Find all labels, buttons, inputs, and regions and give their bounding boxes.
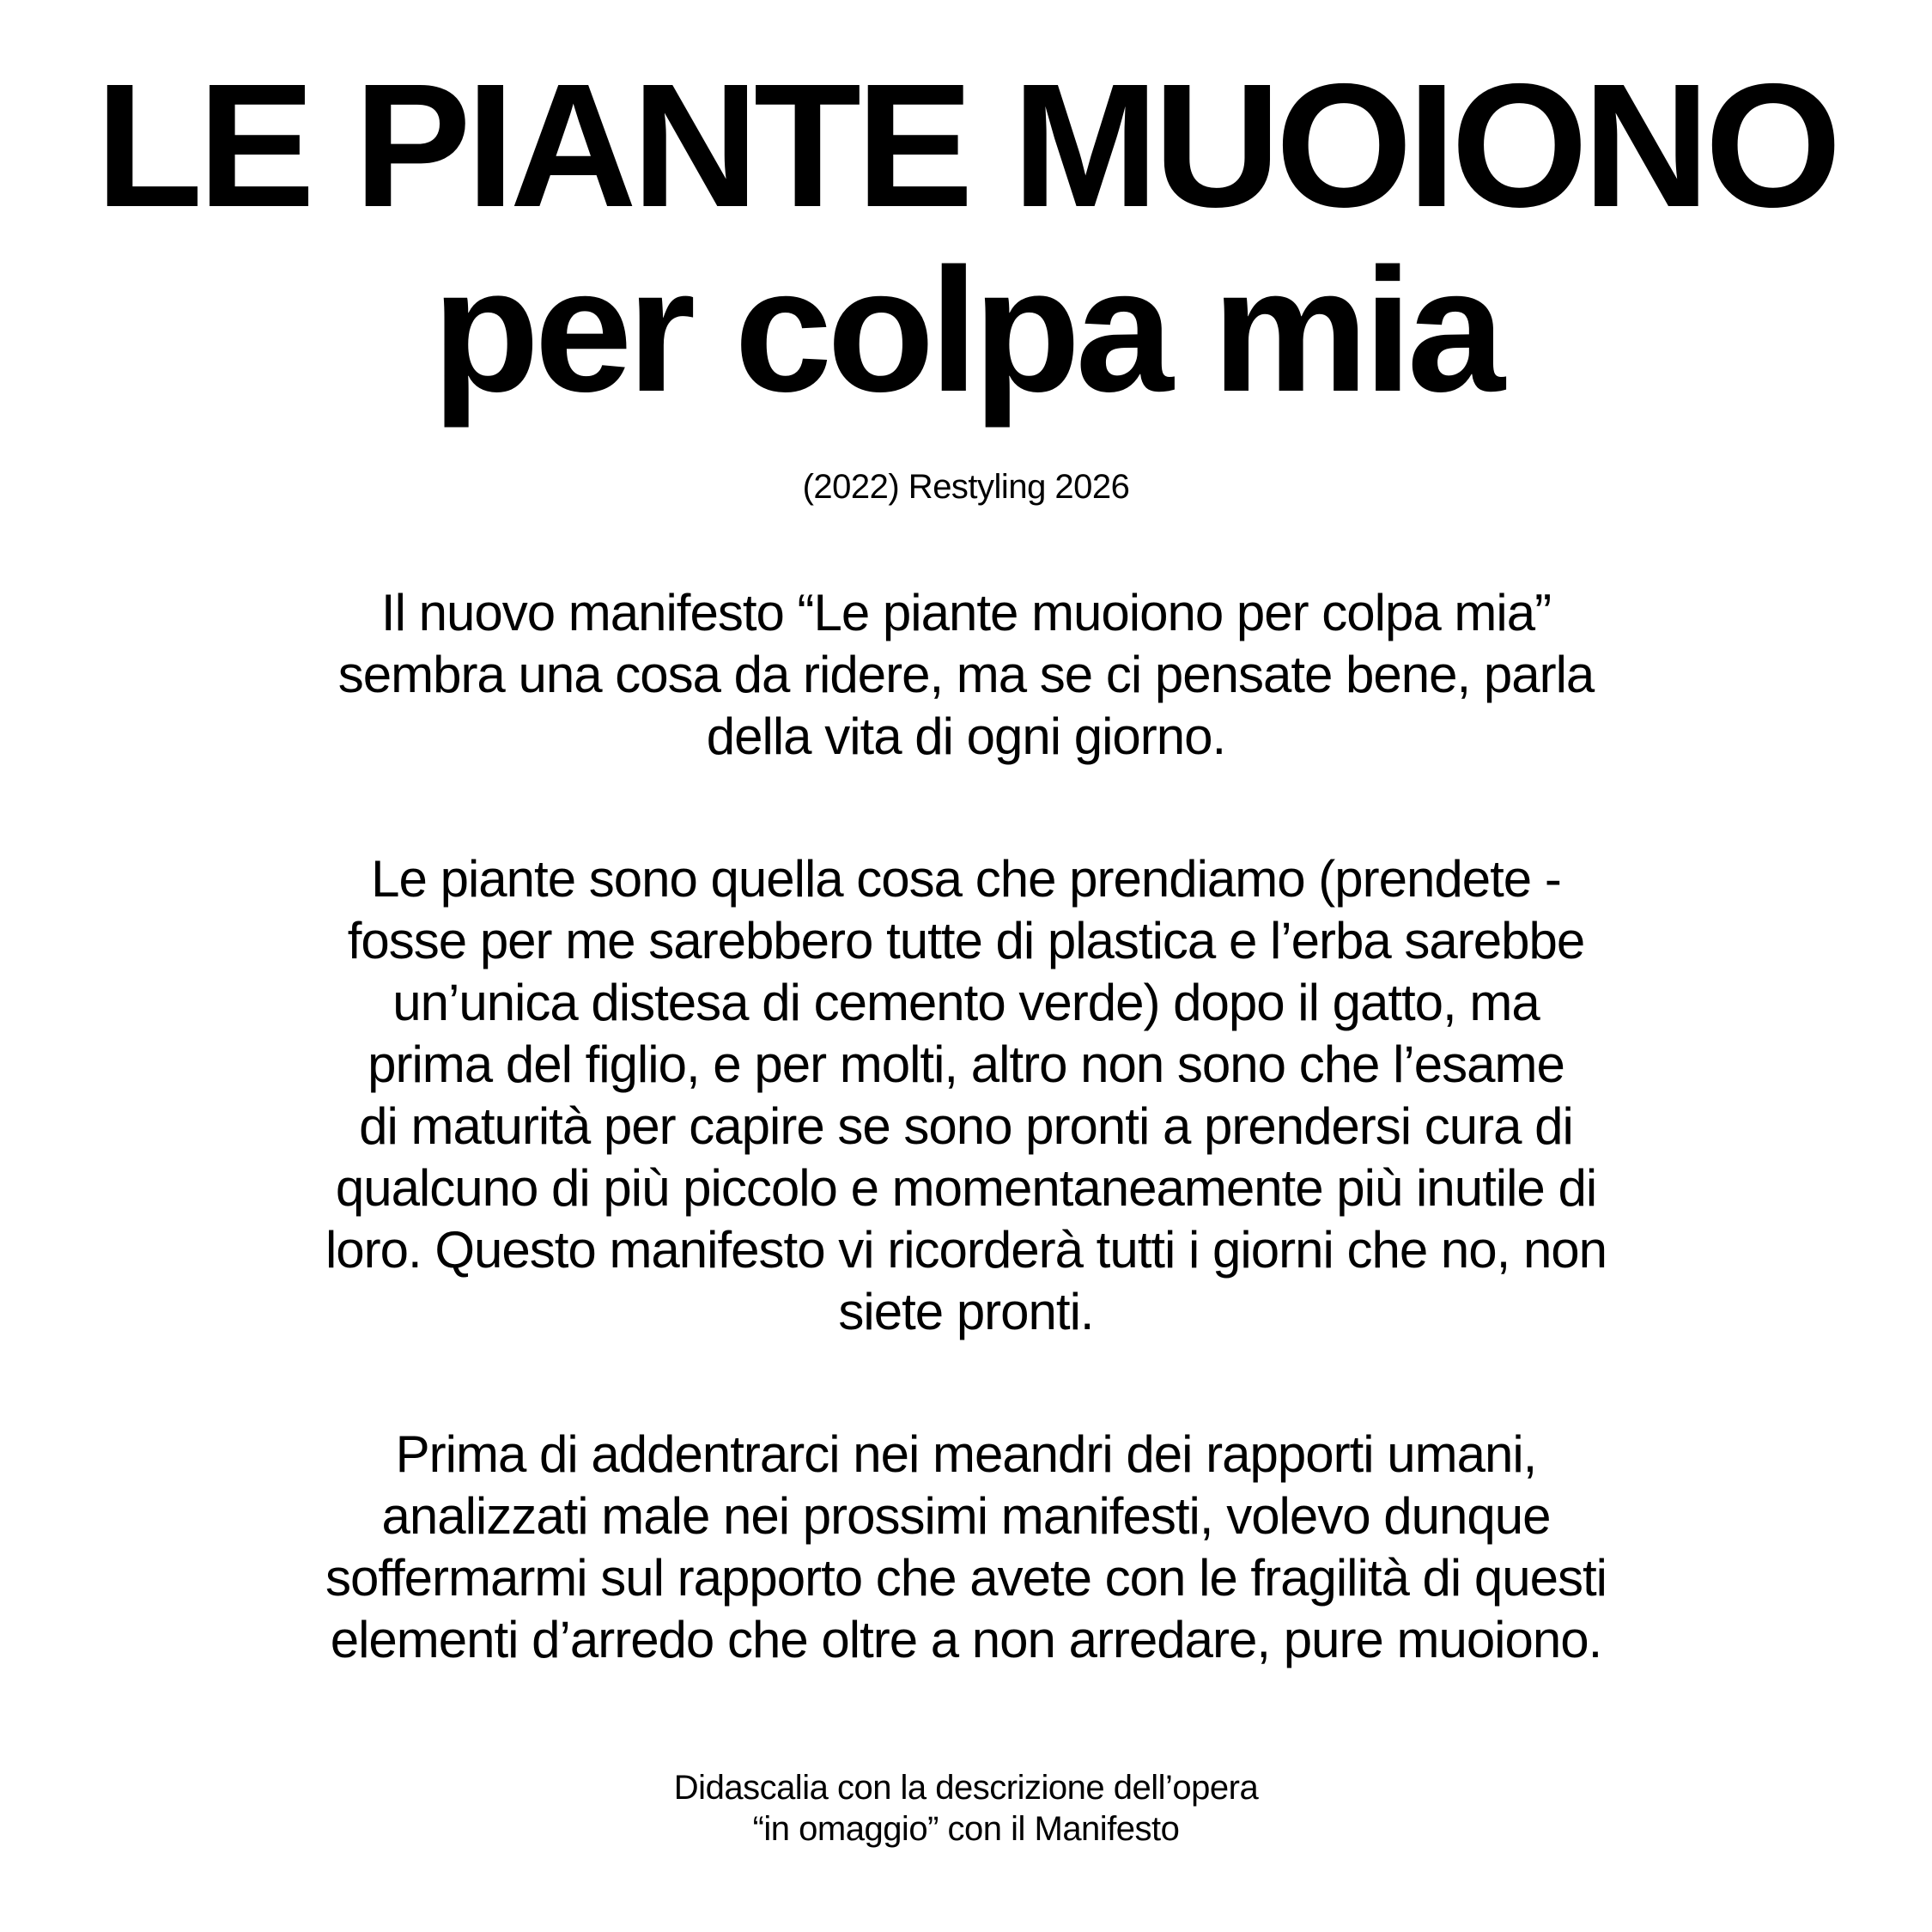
date-subtitle: (2022) Restyling 2026 (802, 468, 1130, 506)
caption-note (0, 1767, 1932, 1850)
text-line: analizzati male nei prossimi manifesti, volevo dunque (381, 1487, 1551, 1545)
text-line: Le piante sono quella cosa che prendiamo (prendete - (371, 850, 1561, 908)
text-line: un’unica distesa di cemento verde) dopo il gatto, ma (392, 974, 1540, 1031)
paragraph-closing (129, 1424, 1803, 1671)
text-line: sembra una cosa da ridere, ma se ci pensate bene, parla (337, 646, 1595, 703)
text-line: della vita di ogni giorno. (706, 708, 1226, 765)
text-line: di maturità per capire se sono pronti a prendersi cura di (359, 1097, 1573, 1155)
text-line: siete pronti. (838, 1283, 1094, 1340)
text-line: Il nuovo manifesto “Le piante muoiono per colpa mia” (380, 584, 1552, 641)
text-line: elementi d’arredo che oltre a non arredare, pure muoiono. (330, 1611, 1602, 1668)
title-line-1: LE PIANTE MUOIONO (95, 47, 1837, 244)
caption-line-2: “in omaggio” con il Manifesto (752, 1810, 1180, 1848)
text-line: prima del figlio, e per molti, altro non sono che l’esame (368, 1036, 1564, 1093)
paragraph-intro (129, 582, 1803, 768)
text-line: Prima di addentrarci nei meandri dei rapporti umani, (395, 1425, 1537, 1483)
caption-line-1: Didascalia con la descrizione dell’opera (673, 1769, 1259, 1807)
paragraph-plants (129, 848, 1803, 1343)
page-title (0, 47, 1932, 428)
title-line-2: per colpa mia (432, 232, 1500, 428)
text-line: soffermarmi sul rapporto che avete con le fragilità di questi (325, 1549, 1607, 1607)
text-line: loro. Questo manifesto vi ricorderà tutti i giorni che no, non (325, 1221, 1607, 1279)
text-line: qualcuno di più piccolo e momentaneamente più inutile di (335, 1159, 1597, 1217)
text-line: fosse per me sarebbero tutte di plastica e l’erba sarebbe (347, 912, 1585, 969)
